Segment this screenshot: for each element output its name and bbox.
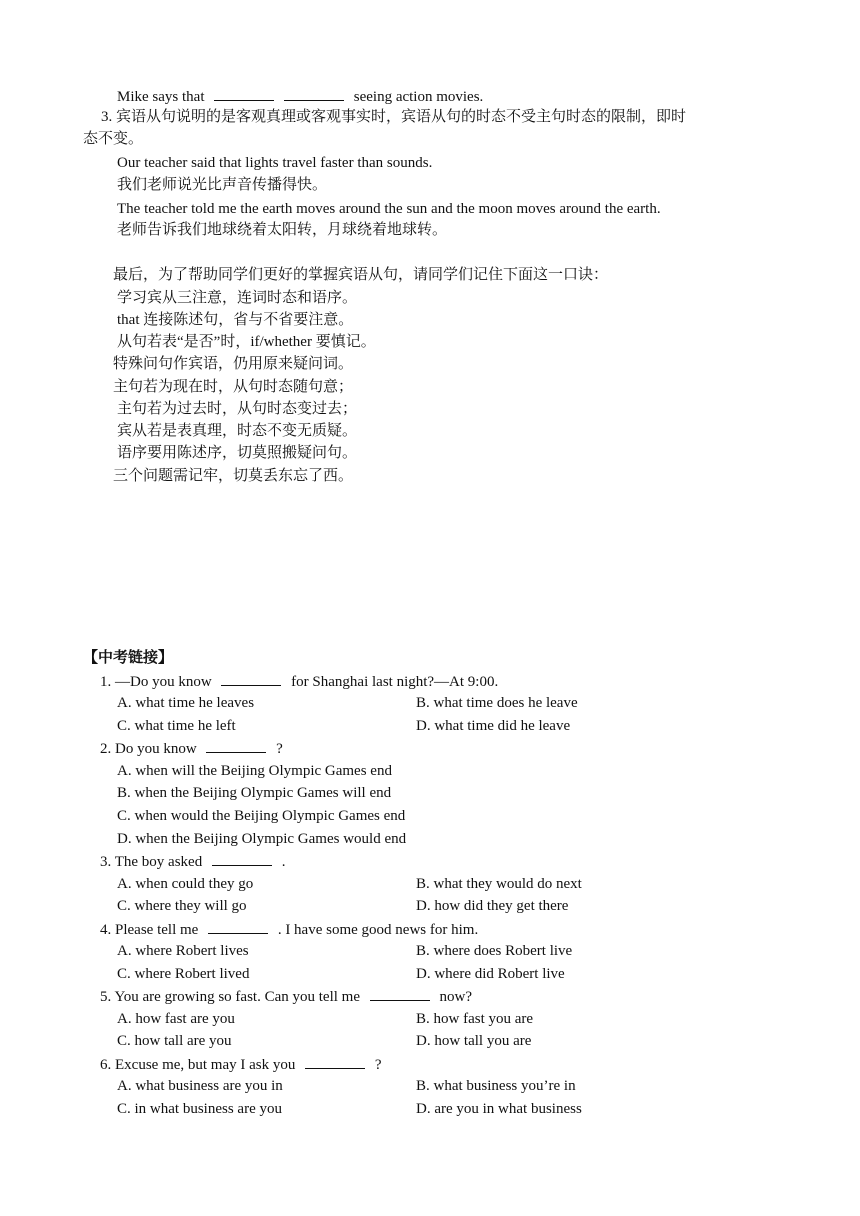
- mike-pre: Mike says that: [117, 89, 205, 105]
- option-a: A. what time he leaves: [117, 695, 255, 711]
- question-6: 6. Excuse me, but may I ask you ?: [100, 1054, 382, 1075]
- answer-blank: [206, 738, 266, 753]
- rhyme-line: 三个问题需记牢，切莫丢东忘了西。: [113, 468, 354, 484]
- question-5: 5. You are growing so fast. Can you tell me now?: [100, 986, 472, 1007]
- example1-cn: 我们老师说光比声音传播得快。: [117, 177, 328, 193]
- rhyme-line: 主句若为现在时，从句时态随句意；: [113, 379, 354, 395]
- question-1: 1. —Do you know for Shanghai last night?—At 9:00.: [100, 671, 498, 692]
- mike-post: seeing action movies.: [353, 89, 484, 105]
- option-b: B. what time does he leave: [416, 695, 578, 711]
- option-c: C. in what business are you: [117, 1101, 282, 1117]
- option-d: D. how tall you are: [416, 1033, 532, 1049]
- option-c: C. when would the Beijing Olympic Games end: [117, 808, 406, 824]
- answer-blank: [370, 986, 430, 1001]
- option-d: D. how did they get there: [416, 898, 569, 914]
- option-c: C. where Robert lived: [117, 966, 250, 982]
- rhyme-intro: 最后，为了帮助同学们更好的掌握宾语从句，请同学们记住下面这一口诀：: [113, 267, 609, 283]
- option-d: D. when the Beijing Olympic Games would end: [117, 831, 407, 847]
- example1-en: Our teacher said that lights travel faster than sounds.: [117, 155, 433, 171]
- rhyme-line: 语序要用陈述序，切莫照搬疑问句。: [117, 445, 358, 461]
- answer-blank: [221, 671, 281, 686]
- option-a: A. when will the Beijing Olympic Games end: [117, 763, 392, 779]
- question-4: 4. Please tell me . I have some good news for him.: [100, 919, 478, 940]
- blank-2: [284, 86, 344, 101]
- question-2: 2. Do you know ?: [100, 738, 283, 759]
- option-c: C. how tall are you: [117, 1033, 232, 1049]
- answer-blank: [208, 919, 268, 934]
- rule3-line2: 态不变。: [83, 131, 144, 147]
- option-a: A. what business are you in: [117, 1078, 283, 1094]
- mike-sentence: [117, 86, 483, 107]
- option-a: A. how fast are you: [117, 1011, 235, 1027]
- exam-heading: 【中考链接】: [83, 650, 174, 666]
- question-3: 3. The boy asked .: [100, 851, 285, 872]
- option-b: B. what they would do next: [416, 876, 582, 892]
- rhyme-line: 特殊问句作宾语，仍用原来疑问词。: [113, 356, 354, 372]
- rhyme-line: 主句若为过去时，从句时态变过去；: [117, 401, 358, 417]
- option-b: B. what business you’re in: [416, 1078, 576, 1094]
- option-b: B. how fast you are: [416, 1011, 534, 1027]
- option-c: C. what time he left: [117, 718, 236, 734]
- answer-blank: [212, 851, 272, 866]
- rule3-line1: 3. 宾语从句说明的是客观真理或客观事实时，宾语从句的时态不受主句时态的限制，即时: [101, 109, 687, 125]
- option-c: C. where they will go: [117, 898, 247, 914]
- blank-1: [214, 86, 274, 101]
- answer-blank: [305, 1054, 365, 1069]
- rhyme-line: 从句若表“是否”时，if/whether 要慎记。: [117, 334, 376, 350]
- example2-cn: 老师告诉我们地球绕着太阳转，月球绕着地球转。: [117, 222, 448, 238]
- rhyme-line: 宾从若是表真理，时态不变无质疑。: [117, 423, 358, 439]
- option-d: D. what time did he leave: [416, 718, 571, 734]
- option-d: D. are you in what business: [416, 1101, 582, 1117]
- option-a: A. when could they go: [117, 876, 254, 892]
- option-b: B. where does Robert live: [416, 943, 573, 959]
- example2-en: The teacher told me the earth moves around the sun and the moon moves around the earth.: [117, 201, 661, 217]
- rhyme-line: 学习宾从三注意，连词时态和语序。: [117, 290, 358, 306]
- option-b: B. when the Beijing Olympic Games will end: [117, 785, 392, 801]
- option-d: D. where did Robert live: [416, 966, 565, 982]
- rhyme-line: that 连接陈述句，省与不省要注意。: [117, 312, 354, 328]
- option-a: A. where Robert lives: [117, 943, 249, 959]
